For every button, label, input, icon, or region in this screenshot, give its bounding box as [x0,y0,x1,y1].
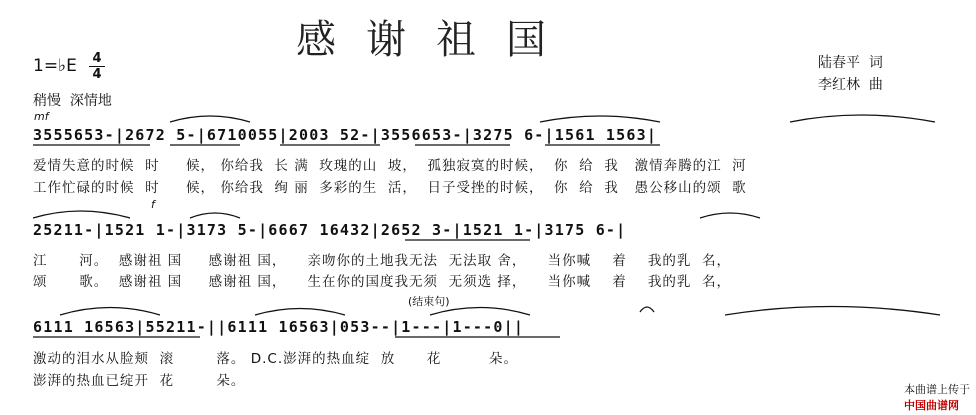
footer-brand: 中国曲谱网 [904,399,959,412]
lyricist-credit: 陆春平 词 [818,55,883,71]
slur [190,213,240,218]
slur [540,116,660,122]
lyric-line-1a: 爱情失意的时候 时 候， 你给我 长 满 玫瑰的山 坡， 孤独寂寞的时候， 你 给 我 激情奔腾的江 河 [33,158,747,174]
slur [170,116,250,122]
slur [430,308,530,316]
key-signature: 1=♭E [33,56,77,76]
coda-label: (结束句) [408,295,450,308]
fermata [640,307,654,312]
lyric-line-3b: 澎湃的热血已绽开 花 朵。 [33,373,246,389]
meter-bottom: 4 [92,67,102,82]
page-title: 感谢祖国 [296,17,576,63]
slur [255,309,345,316]
meter-top: 4 [92,51,102,66]
notation-line-2: 25211-|1521 1-|3173 5-|6667 16432|2652 3-|1521 1-|3175 6-| [33,221,627,239]
lyric-line-2a: 江 河。 感谢祖 国 感谢祖 国， 亲吻你的土地我无法 无法取 舍， 当你喊 着 我的乳 名， [33,253,731,269]
slur [33,211,130,218]
dynamic-f: f [151,198,155,211]
lyric-line-2b: 颂 歌。 感谢祖 国 感谢祖 国， 生在你的国度我无须 无须选 择， 当你喊 着 我的乳 名， [33,274,731,290]
slur [700,213,760,218]
notation-line-1: 3555653-|2672 5-|6710055|2003 52-|3556653-|3275 6-|1561 1563| [33,126,658,144]
slur [790,115,935,122]
notation-line-3: 6111 16563|55211-||6111 16563|053--|1---|1---0|| [33,318,525,336]
slur [725,307,940,316]
lyric-line-1b: 工作忙碌的时候 时 候， 你给我 绚 丽 多彩的生 活， 日子受挫的时候， 你 给 我 愚公移山的颂 歌 [33,180,747,196]
footer-text: 本曲谱上传于 [904,383,970,396]
slur [60,308,160,316]
tempo-marking: 稍慢 深情地 [33,93,112,109]
dynamic-mf: mf [34,110,49,123]
composer-credit: 李红林 曲 [818,77,883,93]
lyric-line-3a: 激动的泪水从脸颊 滚 落。 D.C.澎湃的热血绽 放 花 朵。 [33,351,519,367]
